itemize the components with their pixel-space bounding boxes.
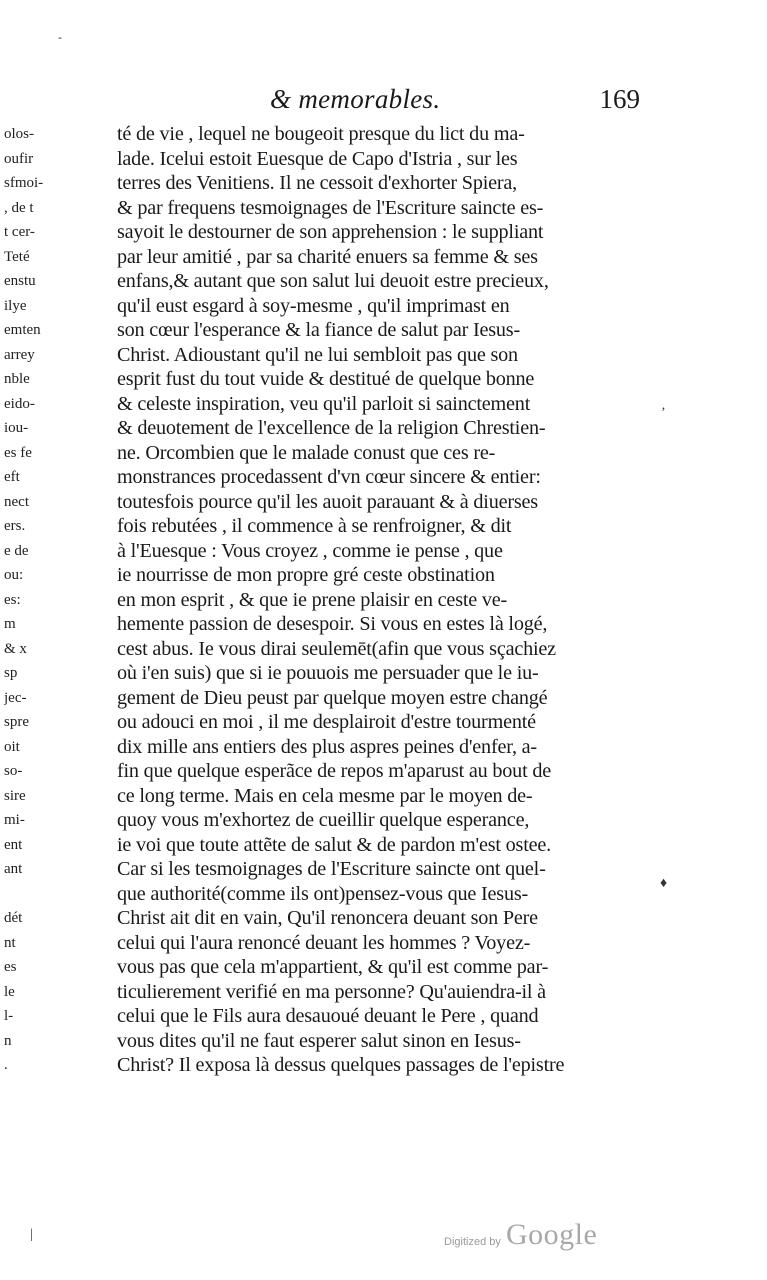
margin-fragment: so- bbox=[4, 763, 23, 779]
google-logo: Google bbox=[506, 1218, 598, 1251]
text-line: dix mille ans entiers des plus aspres peines d'enfer, a- bbox=[117, 735, 537, 758]
left-margin-bleed-text bbox=[4, 122, 44, 1078]
text-line: Christ ait dit en vain, Qu'il renoncera deuant son Pere bbox=[117, 907, 538, 929]
margin-fragment: sp bbox=[4, 665, 18, 681]
text-line: esprit fust du tout vuide & destitué de quelque bonne bbox=[117, 368, 535, 390]
text-line: quoy vous m'exhortez de cueillir quelque esperance, bbox=[117, 809, 530, 831]
text-line: où i'en suis) que si ie pouuois me persuader que le iu- bbox=[117, 662, 539, 684]
text-line: gement de Dieu peust par quelque moyen estre changé bbox=[117, 686, 548, 709]
margin-fragment: iou- bbox=[4, 420, 29, 436]
margin-fragment: Teté bbox=[4, 248, 30, 265]
ink-mark: | bbox=[30, 1227, 33, 1242]
margin-fragment: e de bbox=[4, 542, 29, 559]
margin-fragment: nt bbox=[4, 934, 16, 951]
ink-mark: ‚ bbox=[661, 398, 666, 413]
margin-fragment: dét bbox=[4, 910, 23, 926]
text-line: Christ. Adioustant qu'il ne lui sembloit pas que son bbox=[117, 343, 518, 366]
text-line: qu'il eust esgard à soy-mesme , qu'il imprimast en bbox=[117, 294, 510, 317]
text-line: à l'Euesque : Vous croyez , comme ie pense , que bbox=[117, 539, 503, 562]
margin-fragment: spre bbox=[4, 714, 29, 730]
body-text bbox=[117, 122, 629, 1078]
page-number: 169 bbox=[599, 84, 640, 114]
margin-fragment: ilye bbox=[4, 297, 27, 314]
margin-fragment: arrey bbox=[4, 346, 35, 363]
margin-fragment: emten bbox=[4, 322, 41, 338]
margin-fragment: oit bbox=[4, 738, 20, 755]
margin-fragment: t cer- bbox=[4, 224, 35, 240]
text-line: ce long terme. Mais en cela mesme par le moyen de- bbox=[117, 784, 533, 807]
digitized-by-label: Digitized by bbox=[444, 1236, 501, 1248]
text-line: son cœur l'esperance & la fiance de salut par Iesus- bbox=[117, 319, 520, 341]
margin-fragment: ou: bbox=[4, 567, 24, 583]
text-line: & deuotement de l'excellence de la religion Chrestien- bbox=[117, 417, 546, 439]
text-line: & par frequens tesmoignages de l'Escriture saincte es- bbox=[117, 196, 544, 219]
text-line: cest abus. Ie vous dirai seulemēt(afin que vous sçachiez bbox=[117, 637, 556, 660]
running-title: & memorables. bbox=[270, 84, 441, 114]
text-line: Car si les tesmoignages de l'Escriture saincte ont quel- bbox=[117, 858, 546, 880]
text-line: ticulierement verifié en ma personne? Qu'auiendra-il à bbox=[117, 980, 546, 1003]
text-line: ie voi que toute attẽte de salut & de pardon m'est ostee. bbox=[117, 833, 551, 856]
text-line: Christ? Il exposa là dessus quelques passages de l'epistre bbox=[117, 1054, 565, 1076]
text-line: hemente passion de desespoir. Si vous en estes là logé, bbox=[117, 613, 548, 635]
text-line: enfans,& autant que son salut lui deuoit estre precieux, bbox=[117, 270, 549, 292]
text-line: par leur amitié , par sa charité enuers sa femme & ses bbox=[117, 245, 538, 268]
margin-fragment: nect bbox=[4, 493, 29, 510]
margin-fragment: nble bbox=[4, 371, 30, 387]
text-line: celui que le Fils aura desauoué deuant le Pere , quand bbox=[117, 1005, 539, 1027]
margin-fragment bbox=[4, 882, 44, 907]
text-line: & celeste inspiration, veu qu'il parloit si sainctement bbox=[117, 392, 531, 415]
page-header bbox=[120, 80, 640, 120]
margin-fragment: , de t bbox=[4, 199, 34, 216]
text-line: terres des Venitiens. Il ne cessoit d'exhorter Spiera, bbox=[117, 172, 518, 194]
text-line: té de vie , lequel ne bougeoit presque du lict du ma- bbox=[117, 123, 525, 145]
margin-fragment: ent bbox=[4, 836, 23, 853]
text-line: monstrances procedassent d'vn cœur sincere & entier: bbox=[117, 466, 541, 488]
text-line: fois rebutées , il commence à se renfroigner, & dit bbox=[117, 515, 512, 537]
margin-fragment: enstu bbox=[4, 273, 36, 289]
margin-fragment: es fe bbox=[4, 444, 32, 461]
margin-fragment: m bbox=[4, 616, 16, 632]
margin-fragment: eft bbox=[4, 469, 20, 485]
text-line: vous dites qu'il ne faut esperer salut sinon en Iesus- bbox=[117, 1029, 521, 1052]
text-line: ne. Orcombien que le malade conust que ces re- bbox=[117, 441, 496, 464]
margin-fragment: es: bbox=[4, 591, 21, 608]
margin-fragment: & x bbox=[4, 640, 27, 657]
margin-fragment: ant bbox=[4, 861, 23, 877]
margin-fragment: olos- bbox=[4, 126, 34, 142]
margin-fragment: n bbox=[4, 1032, 12, 1049]
margin-fragment: ers. bbox=[4, 518, 26, 534]
margin-fragment: es bbox=[4, 959, 17, 975]
margin-fragment: sire bbox=[4, 787, 26, 804]
text-line: toutesfois pource qu'il les auoit parauant & à diuerses bbox=[117, 490, 538, 513]
text-line: sayoit le destourner de son apprehension : le suppliant bbox=[117, 221, 544, 243]
text-line: lade. Icelui estoit Euesque de Capo d'Istria , sur les bbox=[117, 147, 518, 170]
margin-fragment: . bbox=[4, 1057, 8, 1073]
margin-fragment: oufir bbox=[4, 150, 34, 167]
text-line: en mon esprit , & que ie prene plaisir en ceste ve- bbox=[117, 588, 508, 611]
ink-mark: ♦ bbox=[660, 876, 668, 891]
margin-fragment: jec- bbox=[4, 689, 27, 706]
margin-fragment: sfmoi- bbox=[4, 175, 44, 191]
margin-fragment: mi- bbox=[4, 812, 25, 828]
margin-fragment: l- bbox=[4, 1008, 14, 1024]
text-line: ou adouci en moi , il me desplairoit d'estre tourmenté bbox=[117, 711, 536, 733]
text-line: ie nourrisse de mon propre gré ceste obstination bbox=[117, 564, 495, 586]
text-line: fin que quelque esperãce de repos m'aparust au bout de bbox=[117, 760, 551, 782]
margin-fragment: eido- bbox=[4, 395, 35, 412]
margin-fragment: le bbox=[4, 983, 15, 1000]
text-line: vous pas que cela m'appartient, & qu'il est comme par- bbox=[117, 956, 549, 978]
text-line: celui qui l'aura renoncé deuant les hommes ? Voyez- bbox=[117, 931, 531, 954]
text-line: que authorité(comme ils ont)pensez-vous que Iesus- bbox=[117, 882, 529, 905]
ink-mark: - bbox=[58, 30, 62, 44]
